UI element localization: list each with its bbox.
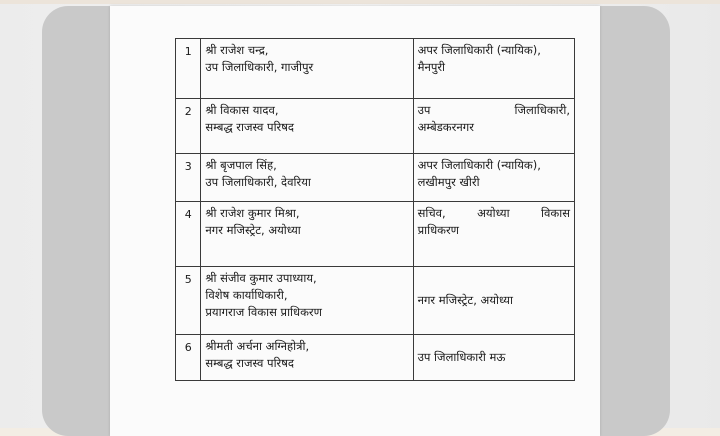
cell-line: विशेष कार्याधिकारी, xyxy=(205,288,288,302)
cell-line: सम्बद्ध राजस्व परिषद xyxy=(205,120,295,134)
cell-line: अम्बेडकरनगर xyxy=(417,120,474,134)
cell-line: अपर जिलाधिकारी (न्यायिक), xyxy=(417,43,541,57)
serial-number: 2 xyxy=(176,99,201,154)
serial-number: 6 xyxy=(176,335,201,381)
cell-line xyxy=(418,102,570,119)
new-posting-cell xyxy=(413,154,574,202)
serial-number: 5 xyxy=(176,267,201,335)
officer-name-cell xyxy=(201,202,413,267)
table-row xyxy=(176,39,575,99)
cell-line: उप जिलाधिकारी, गाजीपुर xyxy=(205,60,314,74)
cell-line: श्री विकास यादव, xyxy=(205,103,279,117)
cell-line: अपर जिलाधिकारी (न्यायिक), xyxy=(417,158,541,172)
new-posting-cell xyxy=(413,267,574,335)
officer-name-cell xyxy=(201,267,413,335)
serial-number: 3 xyxy=(176,154,201,202)
cell-line: उप जिलाधिकारी मऊ xyxy=(417,350,506,364)
transfer-table xyxy=(175,38,575,381)
table-row xyxy=(176,99,575,154)
cell-word: उप xyxy=(417,103,431,117)
cell-line: श्री राजेश चन्द्र, xyxy=(205,43,269,57)
cell-line: श्री संजीव कुमार उपाध्याय, xyxy=(205,271,317,285)
cell-word: अयोध्या xyxy=(477,206,510,220)
cell-word: जिलाधिकारी, xyxy=(514,103,570,117)
officer-name-cell xyxy=(201,154,413,202)
new-posting-cell xyxy=(413,99,574,154)
table-row xyxy=(176,335,575,381)
top-edge xyxy=(0,0,720,4)
officer-name-cell xyxy=(201,335,413,381)
cell-line: श्री राजेश कुमार मिश्रा, xyxy=(205,206,300,220)
officer-name-cell xyxy=(201,39,413,99)
cell-line: सम्बद्ध राजस्व परिषद xyxy=(205,356,295,370)
cell-line: श्रीमती अर्चना अग्निहोत्री, xyxy=(205,339,310,353)
officer-name-cell xyxy=(201,99,413,154)
table-row xyxy=(176,154,575,202)
cell-line: मैनपुरी xyxy=(417,60,446,74)
table-row xyxy=(176,202,575,267)
table-row xyxy=(176,267,575,335)
serial-number: 1 xyxy=(176,39,201,99)
cell-line: नगर मजिस्ट्रेट, अयोध्या xyxy=(205,223,301,237)
serial-number: 4 xyxy=(176,202,201,267)
cell-line: उप जिलाधिकारी, देवरिया xyxy=(205,175,311,189)
new-posting-cell xyxy=(413,39,574,99)
cell-line: लखीमपुर खीरी xyxy=(417,175,480,189)
cell-line xyxy=(418,205,570,222)
new-posting-cell xyxy=(413,335,574,381)
cell-line: प्रयागराज विकास प्राधिकरण xyxy=(205,305,322,319)
cell-word: सचिव, xyxy=(417,206,446,220)
new-posting-cell xyxy=(413,202,574,267)
cell-line: प्राधिकरण xyxy=(417,223,459,237)
cell-line: नगर मजिस्ट्रेट, अयोध्या xyxy=(417,293,513,307)
cell-line: श्री बृजपाल सिंह, xyxy=(205,158,277,172)
cell-word: विकास xyxy=(541,206,570,220)
